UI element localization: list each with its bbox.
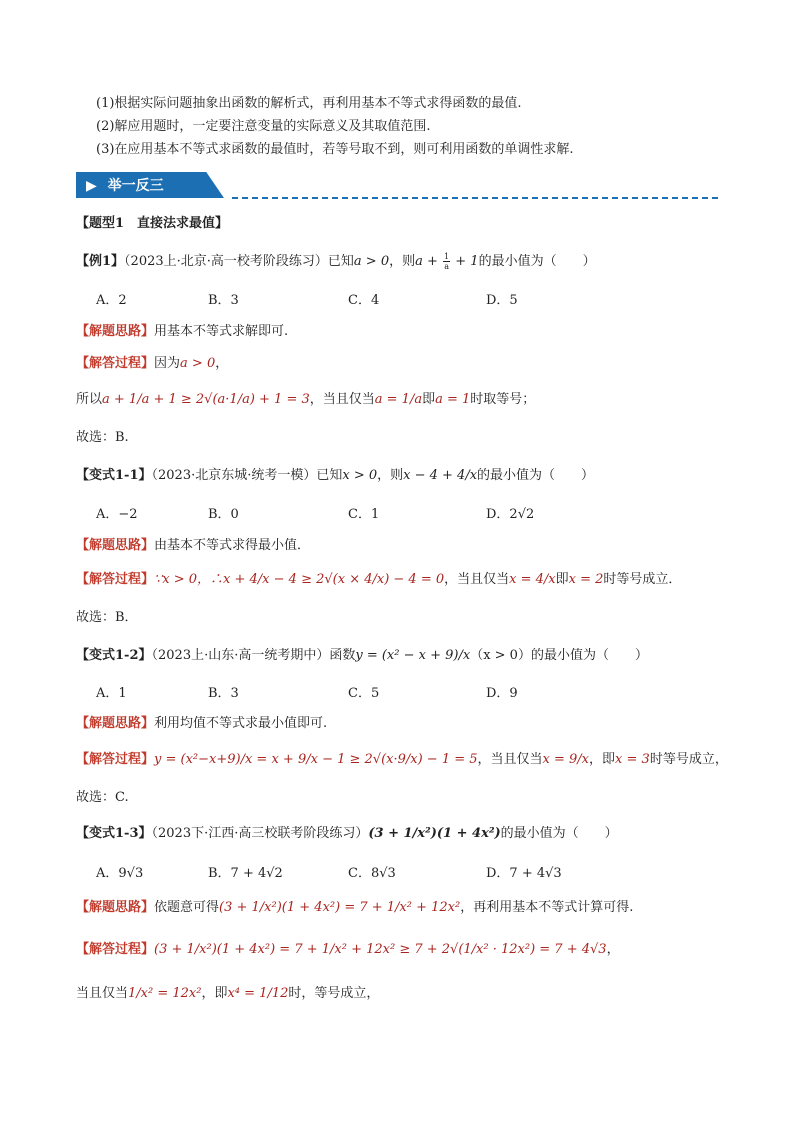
ex1-process-2: 所以a + 1/a + 1 ≥ 2√(a·1/a) + 1 = 3，当且仅当a = 1/a即a = 1时取等号； — [76, 392, 536, 407]
ex1-label: 【例1】 — [76, 254, 125, 269]
v13-idea: 【解题思路】依题意可得(3 + 1/x²)(1 + 4x²) = 7 + 1/x² + 12x²，再利用基本不等式计算可得. — [76, 900, 634, 915]
v11-option-d: D．2√2 — [486, 507, 535, 522]
ex1-option-c: C．4 — [348, 293, 380, 308]
v12-process: 【解答过程】y = (x²−x+9)/x = x + 9/x − 1 ≥ 2√(x·9/x) − 1 = 5，当且仅当x = 9/x，即x = 3时等号成立， — [76, 752, 728, 767]
v13-option-a: A．9√3 — [96, 866, 144, 881]
v13-option-d: D．7 + 4√3 — [486, 866, 562, 881]
banner-divider — [232, 197, 718, 199]
v12-option-a: A．1 — [96, 686, 127, 701]
v13-condition: 当且仅当1/x² = 12x²，即x⁴ = 1/12时，等号成立， — [76, 986, 380, 1001]
v11-process: 【解答过程】∵x > 0，∴x + 4/x − 4 ≥ 2√(x × 4/x) − 4 = 0，当且仅当x = 4/x即x = 2时等号成立． — [76, 572, 682, 587]
tip-line-2: (2)解应用题时，一定要注意变量的实际意义及其取值范围. — [96, 119, 431, 134]
banner-title: 举一反三 — [107, 178, 164, 194]
tip-line-3: (3)在应用基本不等式求函数的最值时，若等号取不到，则可利用函数的单调性求解. — [96, 142, 574, 157]
v12-option-d: D．9 — [486, 686, 518, 701]
v12-option-c: C．5 — [348, 686, 380, 701]
v11-option-c: C．1 — [348, 507, 380, 522]
ex1-answer: 故选：B. — [76, 430, 129, 445]
ex1-option-d: D．5 — [486, 293, 518, 308]
v11-option-b: B．0 — [208, 507, 239, 522]
ex1-process: 【解答过程】因为a > 0， — [76, 356, 229, 371]
v11-option-a: A．−2 — [96, 507, 138, 522]
v11-answer: 故选：B． — [76, 610, 138, 625]
v12-option-b: B．3 — [208, 686, 239, 701]
v11-question: 【变式1-1】（2023·北京东城·统考一模）已知x > 0，则x − 4 + 4/x的最小值为（ ） — [76, 468, 595, 483]
v13-option-c: C．8√3 — [348, 866, 396, 881]
v13-question: 【变式1-3】（2023下·江西·高三校联考阶段练习）(3 + 1/x²)(1 + 4x²)的最小值为（ ） — [76, 826, 618, 841]
question-type-title: 【题型1 直接法求最值】 — [76, 216, 229, 231]
v13-process: 【解答过程】(3 + 1/x²)(1 + 4x²) = 7 + 1/x² + 12x² ≥ 7 + 2√(1/x² · 12x²) = 7 + 4√3， — [76, 942, 620, 957]
ex1-question: 【例1】（2023上·北京·高一校考阶段练习）已知a > 0，则a + $\frac{1}{a}$ + 1的最小值为（ ） — [76, 252, 596, 271]
ex1-option-a: A．2 — [96, 293, 127, 308]
play-arrow-icon: ▶ — [86, 178, 97, 194]
ex1-option-b: B．3 — [208, 293, 239, 308]
v12-idea: 【解题思路】利用均值不等式求最小值即可. — [76, 716, 328, 731]
ex1-idea: 【解题思路】用基本不等式求解即可. — [76, 324, 289, 339]
section-banner — [76, 172, 224, 198]
v12-question: 【变式1-2】（2023上·山东·高一统考期中）函数y = (x² − x + 9)/x（x > 0）的最小值为（ ） — [76, 648, 648, 663]
v13-option-b: B．7 + 4√2 — [208, 866, 283, 881]
tip-line-1: (1)根据实际问题抽象出函数的解析式，再利用基本不等式求得函数的最值. — [96, 96, 522, 111]
v12-answer: 故选：C. — [76, 790, 129, 805]
v11-idea: 【解题思路】由基本不等式求得最小值． — [76, 538, 311, 553]
